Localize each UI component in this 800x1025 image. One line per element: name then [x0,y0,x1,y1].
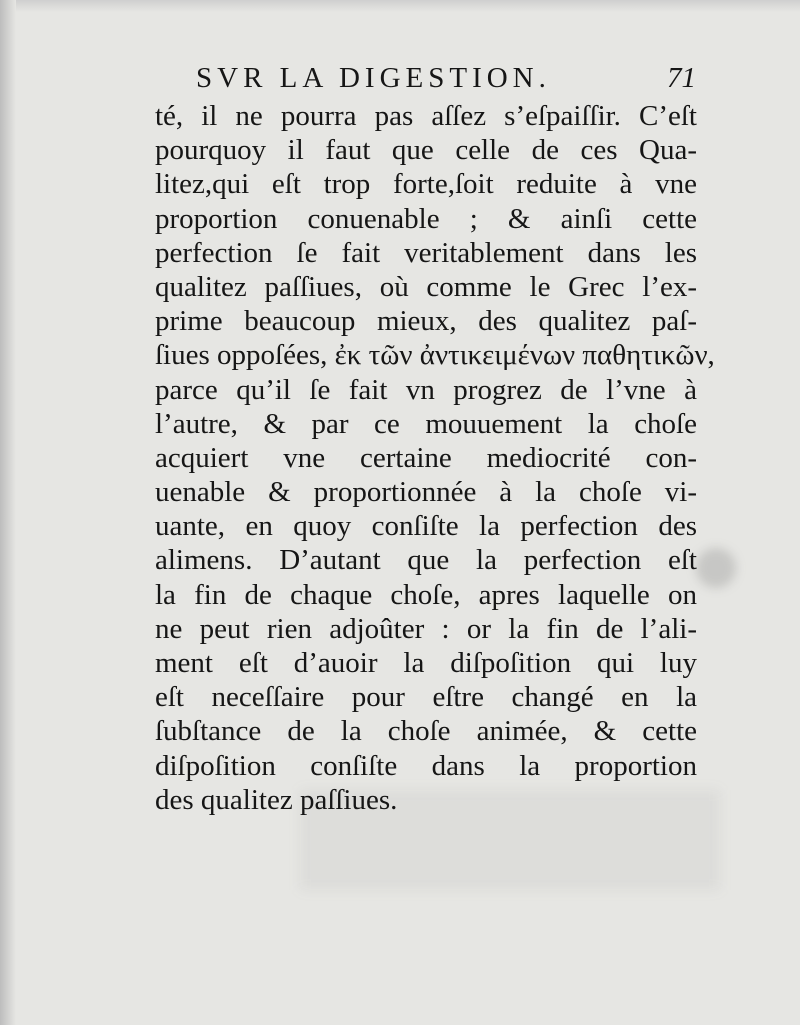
paper-stain [696,548,736,588]
page-gutter-edge [0,0,16,1025]
text-line: eſt neceſſaire pour eſtre changé en la [155,681,697,714]
text-line-last: des qualitez paſſiues. [155,783,398,816]
text-line-with-greek: ſiues oppoſées, ἐκ τῶν ἀντικειμένων παθητικῶν, [155,339,715,372]
text-line: litez,qui eſt trop forte,ſoit reduite à vne [155,168,697,201]
text-line: alimens. D’autant que la perfection eſt [155,544,697,577]
text-line: proportion conuenable ; & ainſi cette [155,202,697,235]
text-line: qualitez paſſiues, où comme le Grec l’ex- [155,270,697,303]
text-line: acquiert vne certaine mediocrité con- [155,441,697,474]
page-header [196,58,696,98]
text-line: ſubſtance de la choſe animée, & cette [155,715,697,748]
text-line: pourquoy il faut que celle de ces Qua- [155,134,697,167]
text-line: uante, en quoy conſiſte la perfection des [155,510,697,543]
body-text [155,99,715,819]
text-line: té, il ne pourra pas aſſez s’eſpaiſſir. C’eſt [155,100,697,132]
text-line: parce qu’il ſe fait vn progrez de l’vne à [155,373,697,406]
page-number: 71 [667,62,696,94]
text-line: uenable & proportionnée à la choſe vi- [155,476,697,509]
text-line: l’autre, & par ce mouuement la choſe [155,407,697,440]
text-line: prime beaucoup mieux, des qualitez paſ- [155,305,697,338]
running-title: SVR LA DIGESTION. [196,62,551,94]
text-line: ment eſt d’auoir la diſpoſition qui luy [155,647,697,679]
page-top-edge [0,0,800,12]
text-line: diſpoſition conſiſte dans la proportion [155,749,697,782]
text-line: la fin de chaque choſe, apres laquelle on [155,578,697,611]
text-line: ne peut rien adjoûter : or la fin de l’ali- [155,612,697,645]
text-line: perfection ſe fait veritablement dans les [155,236,697,269]
